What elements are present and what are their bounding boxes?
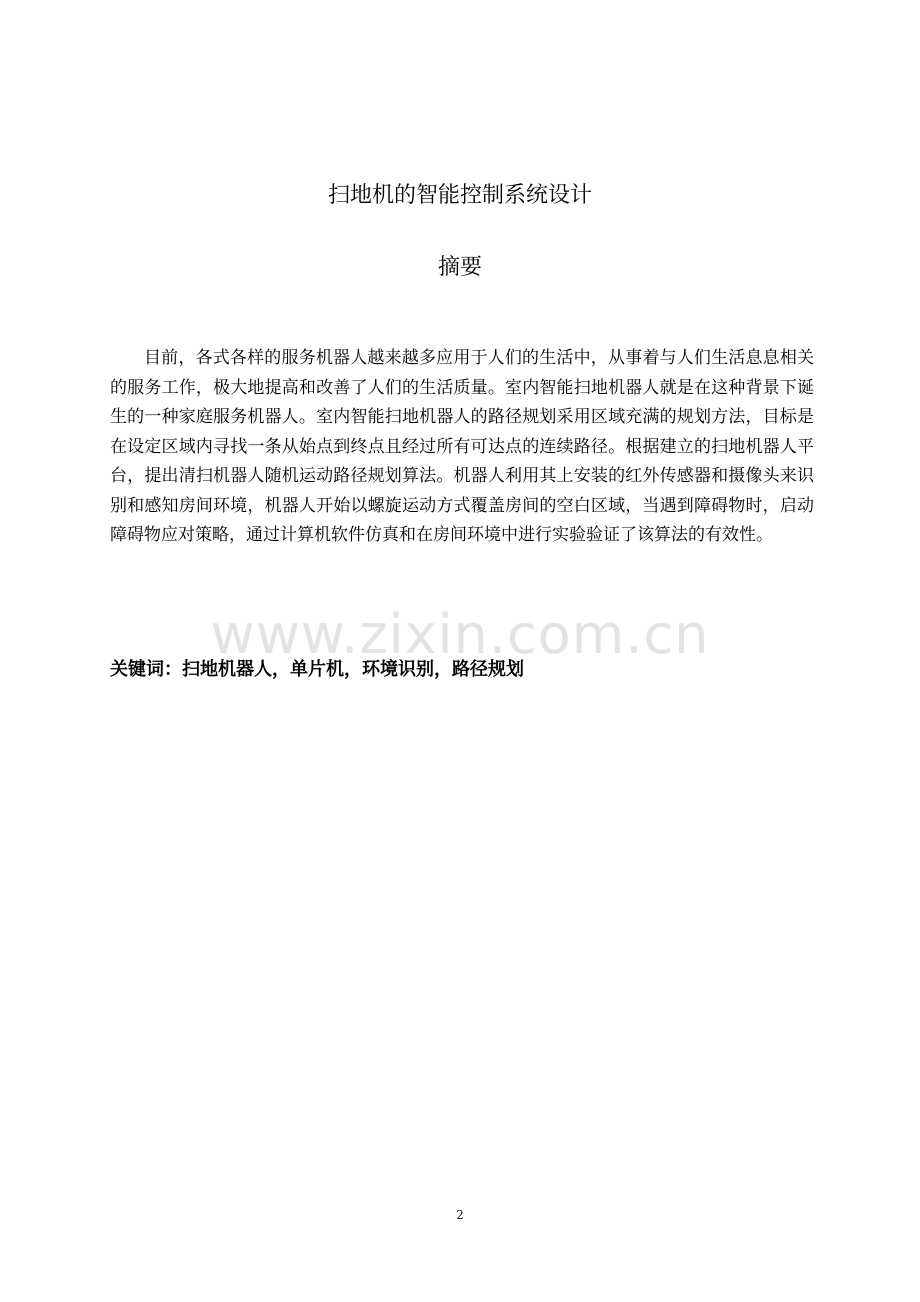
- watermark: www.zixin.com.cn: [210, 603, 710, 666]
- abstract-heading: 摘要: [437, 255, 482, 280]
- abstract-paragraph: 目前，各式各样的服务机器人越来越多应用于人们的生活中，从事着与人们生活息息相关的服务工作，极大地提高和改善了人们的生活质量。室内智能扫地机器人就是在这种背景下诞生的一种家庭服务机器人。室内智能扫地机器人的路径规划采用区域充满的规划方法，目标是在设定区域内寻找一条从始点到终点且经过所有可达点的连续路径。根据建立的扫地机器人平台，提出清扫机器人随机运动路径规划算法。机器人利用其上安装的红外传感器和摄像头来识别和感知房间环境，机器人开始以螺旋运动方式覆盖房间的空白区域，当遇到障碍物时，启动障碍物应对策略，通过计算机软件仿真和在房间环境中进行实验验证了该算法的有效性。: [110, 348, 814, 545]
- page-number: 2: [456, 1208, 464, 1222]
- document-title: 扫地机的智能控制系统设计: [327, 183, 592, 208]
- keywords-line: 关键词：扫地机器人，单片机，环境识别，路径规划: [110, 659, 524, 680]
